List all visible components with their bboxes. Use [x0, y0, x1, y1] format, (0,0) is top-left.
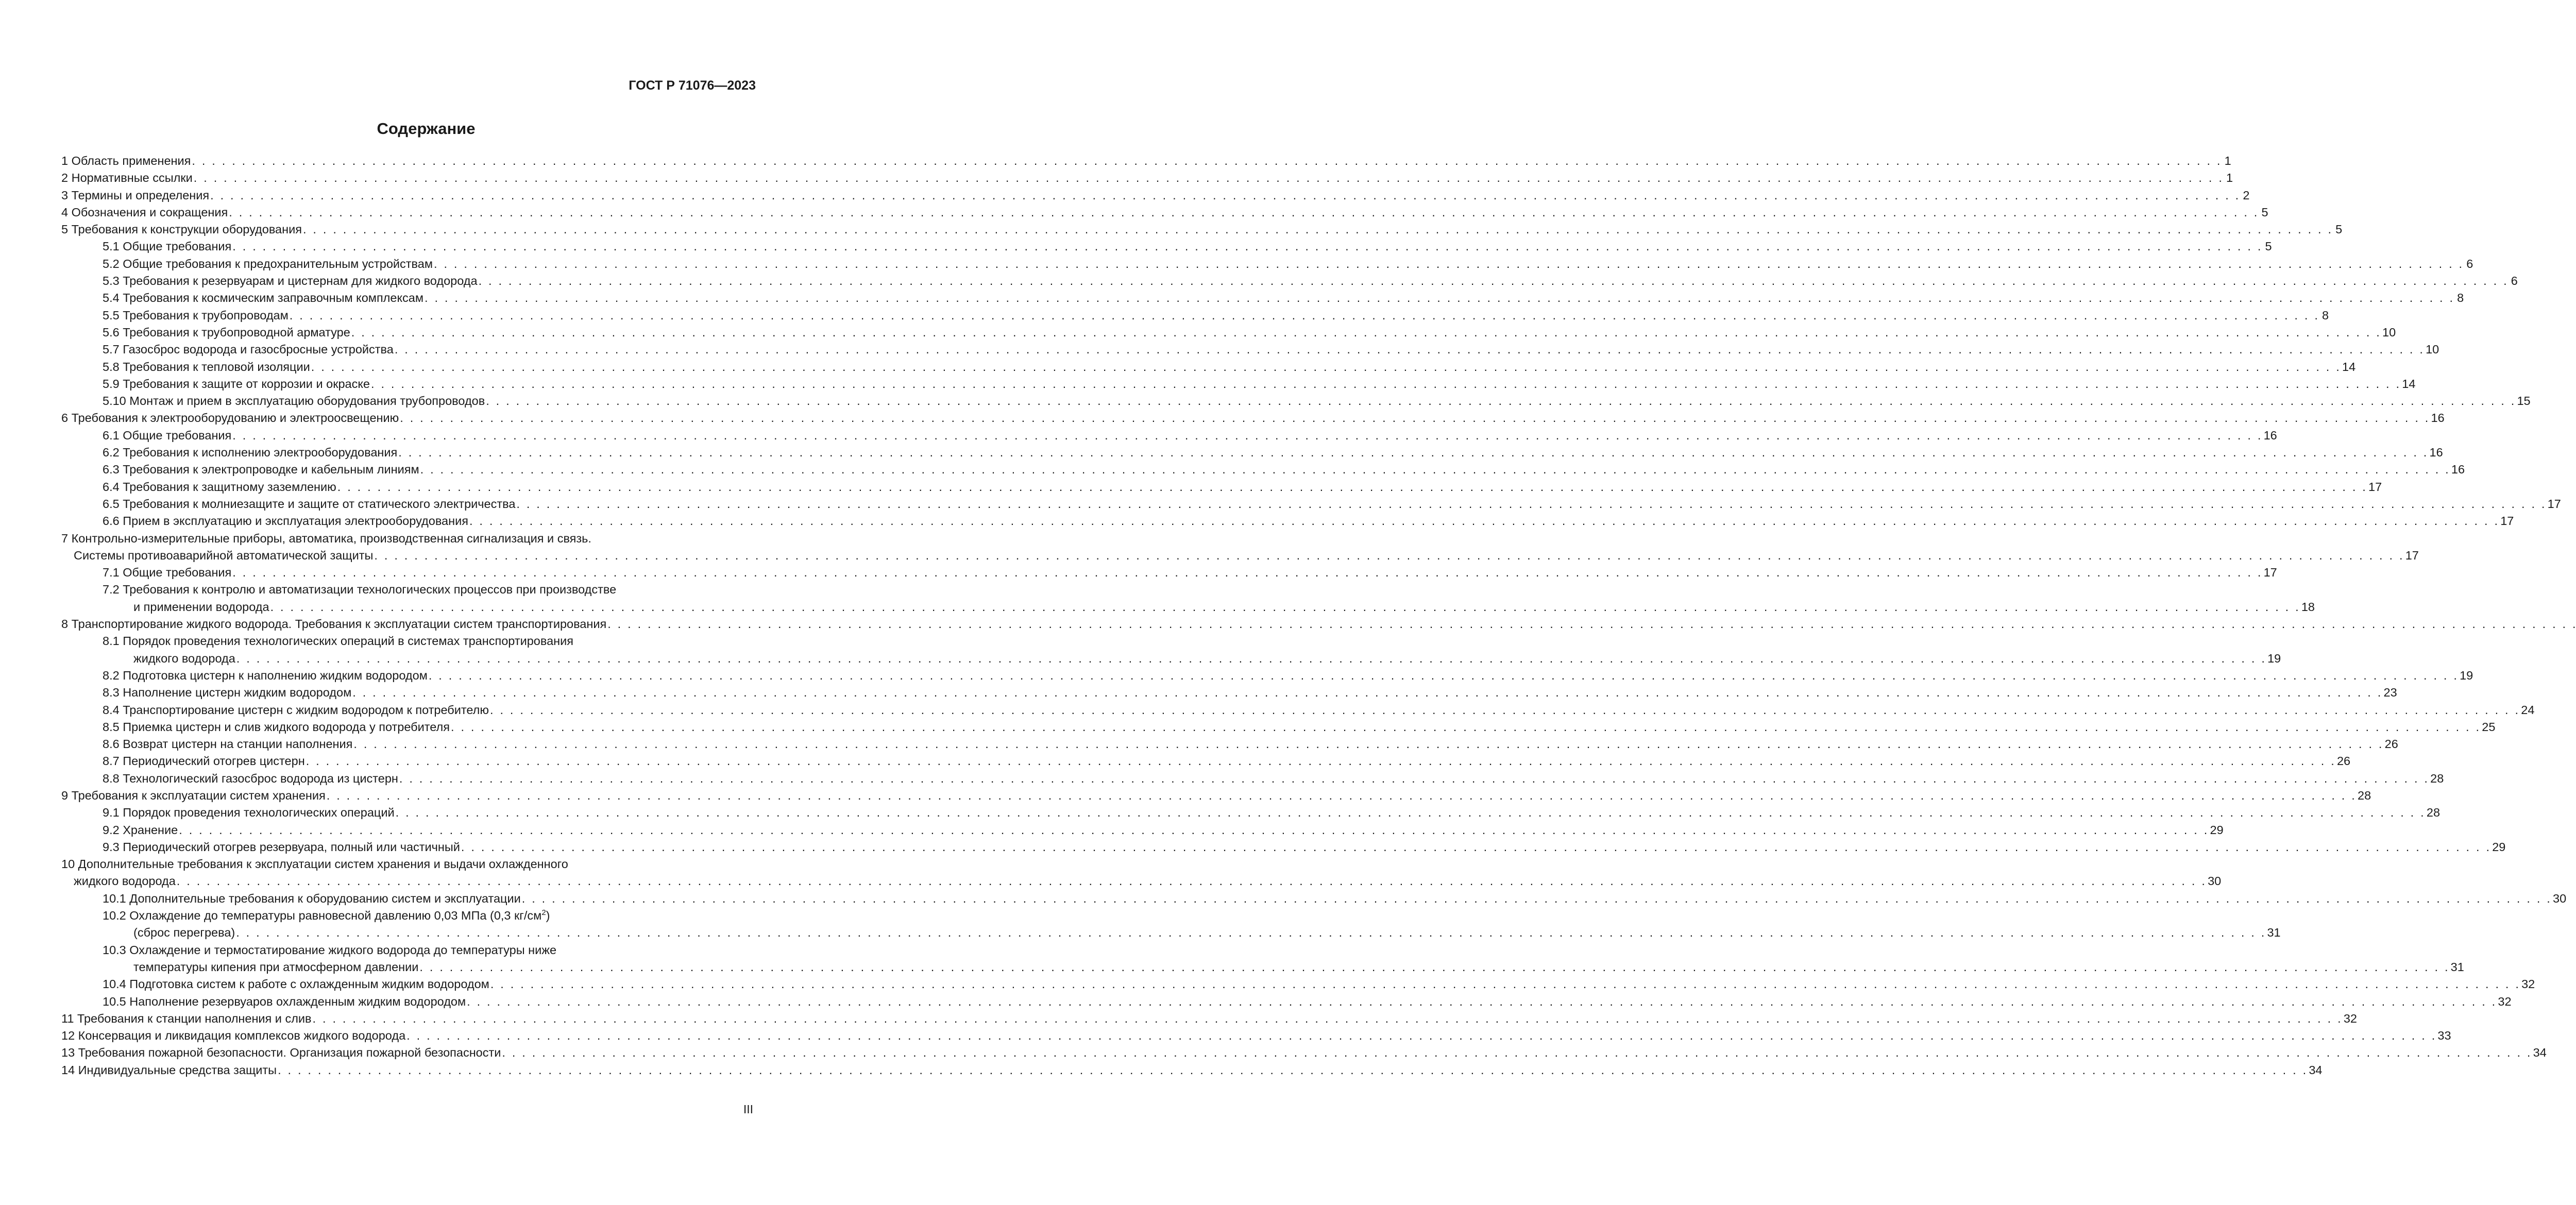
- toc-entry-10-2[interactable]: [61, 907, 757, 924]
- leader-dots: [490, 702, 2520, 719]
- toc-entry[interactable]: [61, 290, 2464, 307]
- toc-entry-text: 9.2 Хранение: [103, 823, 178, 837]
- toc-entry-text: 5.3 Требования к резервуарам и цистернам для жидкого водорода: [103, 274, 478, 288]
- toc-entry[interactable]: [61, 273, 2518, 290]
- toc-page-number: 6: [2466, 257, 2473, 270]
- toc-entry[interactable]: [61, 719, 2496, 736]
- toc-entry[interactable]: [61, 684, 2397, 701]
- toc-entry[interactable]: [61, 702, 2535, 719]
- toc-page-number: 30: [2553, 891, 2567, 905]
- toc-entry-text: 8.7 Периодический отогрев цистерн: [103, 754, 305, 768]
- leader-dots: [177, 873, 2207, 890]
- toc-page-number: 17: [2547, 497, 2561, 511]
- toc-entry-10-1[interactable]: [61, 890, 2567, 907]
- leader-dots: [469, 513, 2499, 530]
- leader-dots: [179, 822, 2209, 839]
- toc-entry[interactable]: [61, 787, 2371, 804]
- leader-dots: [290, 307, 2319, 324]
- toc-entry[interactable]: [61, 238, 2272, 255]
- leader-dots: [502, 1044, 2532, 1061]
- leader-dots: [607, 616, 2576, 633]
- leader-dots: [236, 924, 2266, 941]
- toc-entry-text: 5.4 Требования к космическим заправочным комплексам: [103, 291, 423, 305]
- toc-entry-text: 6.5 Требования к молниезащите и защите от статического электричества: [103, 497, 516, 511]
- toc-entry-7[interactable]: 7 Контрольно-измерительные приборы, автоматика, производственная сигнализация и связь.: [61, 531, 591, 545]
- toc-page-number: 34: [2309, 1063, 2323, 1077]
- toc-entry-text: 5.5 Требования к трубопроводам: [103, 308, 289, 322]
- leader-dots: [425, 290, 2454, 307]
- toc-page-number: 2: [2243, 188, 2250, 202]
- toc-entry[interactable]: [61, 359, 2356, 376]
- toc-entry-text: 6.3 Требования к электропроводке и кабельным линиям: [103, 463, 419, 477]
- toc-entry[interactable]: [61, 187, 2250, 204]
- leader-dots: [232, 427, 2262, 444]
- toc-entry[interactable]: [61, 307, 2329, 324]
- superscript: 2: [541, 908, 546, 918]
- toc-entry-text: 2 Нормативные ссылки: [61, 171, 193, 185]
- toc-entry[interactable]: [61, 204, 2268, 221]
- toc-page-number: 17: [2405, 548, 2419, 562]
- toc-entry[interactable]: [61, 736, 2398, 753]
- toc-page-number: 18: [2301, 600, 2315, 614]
- toc-entry-text: 12 Консервация и ликвидация комплексов жидкого водорода: [61, 1029, 406, 1043]
- toc-page-number: 15: [2517, 394, 2531, 408]
- toc-entry-text: 9.3 Периодический отогрев резервуара, полный или частичный: [103, 840, 460, 854]
- toc-page-number: 23: [2383, 686, 2397, 700]
- toc-entry-text: 10.5 Наполнение резервуаров охлажденным жидким водородом: [103, 994, 466, 1008]
- toc-page-number: 16: [2429, 446, 2443, 460]
- toc-entry-text: жидкого водорода: [133, 651, 235, 665]
- toc-entry-text: 13 Требования пожарной безопасности. Организация пожарной безопасности: [61, 1046, 501, 1060]
- toc-entry[interactable]: [61, 1027, 2451, 1044]
- toc-entry-text: 5.2 Общие требования к предохранительным устройствам: [103, 257, 433, 270]
- leader-dots: [396, 804, 2426, 821]
- toc-page-number: 14: [2402, 377, 2416, 391]
- toc-entry-7-1[interactable]: [61, 564, 2277, 581]
- toc-entry-text: 6.6 Прием в эксплуатацию и эксплуатация электрооборудования: [103, 514, 468, 528]
- toc-page-number: 16: [2431, 411, 2445, 425]
- toc-entry-10-2-cont[interactable]: [61, 924, 2281, 941]
- toc-entry-text: 14 Индивидуальные средства защиты: [61, 1063, 277, 1077]
- toc-page-number: 32: [2498, 994, 2512, 1008]
- toc-page-number: 5: [2261, 205, 2268, 219]
- toc-entry-text: (сброс перегрева): [133, 926, 235, 940]
- leader-dots: [486, 393, 2516, 410]
- toc-entry-text: 5.8 Требования к тепловой изоляции: [103, 360, 310, 374]
- leader-dots: [232, 238, 2262, 255]
- toc-page-number: 31: [2450, 960, 2464, 974]
- toc-entry-7-2[interactable]: 7.2 Требования к контролю и автоматизации технологических процессов при производстве: [103, 583, 617, 597]
- leader-dots: [399, 770, 2429, 787]
- toc-entry-7-cont[interactable]: [61, 547, 2419, 564]
- leader-dots: [236, 650, 2266, 667]
- toc-entry[interactable]: [61, 667, 2473, 684]
- leader-dots: [270, 599, 2300, 616]
- toc-page-number: 8: [2457, 291, 2464, 305]
- leader-dots: [313, 1010, 2343, 1027]
- leader-dots: [311, 359, 2341, 376]
- toc-page-number: 6: [2511, 274, 2518, 288]
- toc-page-number: 1: [2224, 154, 2231, 167]
- leader-dots: [210, 187, 2240, 204]
- toc-page-number: 5: [2335, 223, 2343, 236]
- toc-entry[interactable]: [61, 427, 2277, 444]
- toc-entry-8-1-cont[interactable]: [61, 650, 2281, 667]
- toc-entry-text: 11 Требования к станции наполнения и слив: [61, 1011, 312, 1025]
- toc-entry-text: 6.2 Требования к исполнению электрооборудования: [103, 446, 398, 460]
- toc-entry-text: 8.6 Возврат цистерн на станции наполнения: [103, 737, 353, 751]
- toc-entry-text: 1 Область применения: [61, 154, 191, 167]
- toc-entry-8-1[interactable]: 8.1 Порядок проведения технологических операций в системах транспортирования: [103, 634, 573, 648]
- toc-entry[interactable]: [61, 169, 2233, 186]
- toc-page-number: 16: [2263, 428, 2277, 442]
- leader-dots: [232, 564, 2262, 581]
- toc-entry-text: 10.4 Подготовка систем к работе с охлажденным жидким водородом: [103, 977, 489, 991]
- document-code: ГОСТ Р 71076—2023: [629, 78, 756, 93]
- toc-entry-text: 6 Требования к электрооборудованию и электроосвещению: [61, 411, 399, 425]
- leader-dots: [467, 993, 2497, 1010]
- toc-entry-text: 5 Требования к конструкции оборудования: [61, 223, 302, 236]
- leader-dots: [461, 839, 2491, 856]
- toc-entry[interactable]: [61, 513, 2514, 530]
- leader-dots: [479, 273, 2509, 290]
- toc-entry[interactable]: [61, 804, 2441, 821]
- toc-page-number: 19: [2460, 668, 2473, 682]
- leader-dots: [490, 976, 2520, 993]
- leader-dots: [429, 667, 2459, 684]
- toc-entry-7-2-cont[interactable]: [61, 599, 2315, 616]
- toc-entry[interactable]: [61, 221, 2343, 238]
- leader-dots: [278, 1062, 2308, 1079]
- toc-entry[interactable]: [61, 393, 2531, 410]
- leader-dots: [327, 787, 2357, 804]
- toc-entry[interactable]: [61, 822, 2224, 839]
- toc-page-number: 28: [2430, 771, 2444, 785]
- toc-page-number: 31: [2267, 926, 2281, 940]
- toc-entry[interactable]: [61, 1062, 2323, 1079]
- toc-entry-10-3[interactable]: 10.3 Охлаждение и термостатирование жидкого водорода до температуры ниже: [103, 943, 557, 957]
- toc-page-number: 26: [2336, 754, 2351, 768]
- toc-entry-10[interactable]: 10 Дополнительные требования к эксплуатации систем хранения и выдачи охлажденного: [61, 857, 568, 871]
- toc-page-number: 34: [2533, 1046, 2547, 1060]
- toc-page-number: 26: [2384, 737, 2398, 751]
- toc-page-number: 30: [2208, 874, 2222, 888]
- toc-page-number: 32: [2343, 1011, 2357, 1025]
- toc-page-number: 10: [2382, 325, 2396, 339]
- leader-dots: [516, 496, 2546, 513]
- toc-page-number: 17: [2500, 514, 2514, 528]
- toc-entry-text: 9.1 Порядок проведения технологических операций: [103, 806, 395, 820]
- toc-entry-text: 5.10 Монтаж и прием в эксплуатацию оборудования трубопроводов: [103, 394, 485, 408]
- toc-entry-10-4[interactable]: [61, 976, 2535, 993]
- leader-dots: [451, 719, 2481, 736]
- toc-entry-text: 10.2 Охлаждение до температуры равновесной давлению 0,03 МПа (0,3 кг/см: [103, 909, 542, 923]
- toc-entry-text: 9 Требования к эксплуатации систем хранения: [61, 788, 326, 802]
- toc-page-number: 1: [2226, 171, 2233, 185]
- leader-dots: [398, 444, 2428, 461]
- leader-dots: [434, 256, 2464, 273]
- toc-entry[interactable]: [61, 444, 2443, 461]
- toc-entry[interactable]: [61, 496, 2561, 513]
- toc-page-number: 16: [2451, 463, 2465, 477]
- toc-entry-text: 7.1 Общие требования: [103, 566, 232, 580]
- toc-entry-text: ): [546, 909, 550, 923]
- leader-dots: [337, 479, 2367, 496]
- toc-entry-10-cont[interactable]: [61, 873, 2222, 890]
- toc-entry[interactable]: [61, 376, 2416, 393]
- page-title: Содержание: [377, 120, 476, 138]
- toc-entry-text: 8.8 Технологический газосброс водорода из цистерн: [103, 771, 398, 785]
- toc-page-number: 33: [2437, 1029, 2451, 1043]
- toc-entry-text: 5.1 Общие требования: [103, 240, 232, 253]
- toc-entry-text: 8.5 Приемка цистерн и слив жидкого водорода у потребителя: [103, 720, 450, 734]
- toc-page-number: 29: [2210, 823, 2224, 837]
- leader-dots: [400, 410, 2430, 427]
- toc-entry-text: 8.2 Подготовка цистерн к наполнению жидким водородом: [103, 668, 428, 682]
- toc-entry[interactable]: [61, 152, 2231, 169]
- toc-page-number: 14: [2342, 360, 2356, 374]
- leader-dots: [353, 736, 2383, 753]
- toc-page-number: 5: [2265, 240, 2272, 253]
- leader-dots: [351, 324, 2381, 341]
- toc-entry-10-5[interactable]: [61, 993, 2512, 1010]
- toc-entry-text: 3 Термины и определения: [61, 188, 210, 202]
- toc-entry-text: 5.9 Требования к защите от коррозии и окраске: [103, 377, 370, 391]
- toc-entry[interactable]: [61, 753, 2351, 770]
- toc-entry-text: Системы противоаварийной автоматической защиты: [74, 548, 374, 562]
- leader-dots: [420, 461, 2450, 478]
- toc-page-number: 29: [2492, 840, 2506, 854]
- toc-page-number: 28: [2426, 806, 2441, 820]
- table-of-contents: [61, 152, 2567, 1079]
- toc-entry[interactable]: [61, 324, 2396, 341]
- toc-page-number: 8: [2321, 308, 2329, 322]
- toc-entry-text: температуры кипения при атмосферном давлении: [133, 960, 419, 974]
- leader-dots: [419, 959, 2449, 976]
- toc-page-number: 17: [2368, 480, 2382, 494]
- leader-dots: [306, 753, 2336, 770]
- toc-entry-text: 5.7 Газосброс водорода и газосбросные устройства: [103, 343, 394, 357]
- toc-entry-text: 8 Транспортирование жидкого водорода. Требования к эксплуатации систем транспортирования: [61, 617, 607, 631]
- toc-page-number: 25: [2482, 720, 2496, 734]
- toc-entry[interactable]: [61, 256, 2473, 273]
- toc-entry-text: 6.4 Требования к защитному заземлению: [103, 480, 336, 494]
- toc-page-number: 28: [2358, 788, 2371, 802]
- toc-entry[interactable]: [61, 479, 2382, 496]
- toc-entry[interactable]: [61, 839, 2506, 856]
- leader-dots: [352, 684, 2382, 701]
- toc-page-number: 32: [2521, 977, 2535, 991]
- leader-dots: [374, 547, 2404, 564]
- toc-entry-text: и применении водорода: [133, 600, 269, 614]
- toc-entry[interactable]: [61, 770, 2444, 787]
- toc-entry-10-3-cont[interactable]: [61, 959, 2464, 976]
- leader-dots: [395, 341, 2425, 358]
- leader-dots: [522, 890, 2552, 907]
- toc-entry[interactable]: [61, 410, 2445, 427]
- toc-entry-text: 4 Обозначения и сокращения: [61, 205, 228, 219]
- toc-entry-text: 6.1 Общие требования: [103, 428, 232, 442]
- toc-page-number: 24: [2521, 703, 2535, 717]
- leader-dots: [406, 1027, 2436, 1044]
- toc-entry[interactable]: [61, 341, 2439, 358]
- toc-entry-text: 8.3 Наполнение цистерн жидким водородом: [103, 686, 352, 700]
- toc-entry-text: 5.6 Требования к трубопроводной арматуре: [103, 325, 350, 339]
- leader-dots: [194, 169, 2224, 186]
- toc-entry-8[interactable]: [61, 616, 757, 633]
- toc-entry[interactable]: [61, 1044, 2547, 1061]
- leader-dots: [303, 221, 2333, 238]
- page-number: III: [743, 1102, 753, 1116]
- toc-entry[interactable]: [61, 461, 2465, 478]
- toc-entry-text: 10.1 Дополнительные требования к оборудованию систем и эксплуатации: [103, 891, 521, 905]
- toc-page-number: 17: [2263, 566, 2277, 580]
- leader-dots: [192, 152, 2222, 169]
- leader-dots: [371, 376, 2401, 393]
- toc-entry-text: 8.4 Транспортирование цистерн с жидким водородом к потребителю: [103, 703, 489, 717]
- toc-page-number: 19: [2267, 651, 2281, 665]
- toc-entry[interactable]: [61, 1010, 2357, 1027]
- toc-page-number: 10: [2426, 343, 2439, 357]
- toc-entry-text: жидкого водорода: [74, 874, 176, 888]
- leader-dots: [229, 204, 2259, 221]
